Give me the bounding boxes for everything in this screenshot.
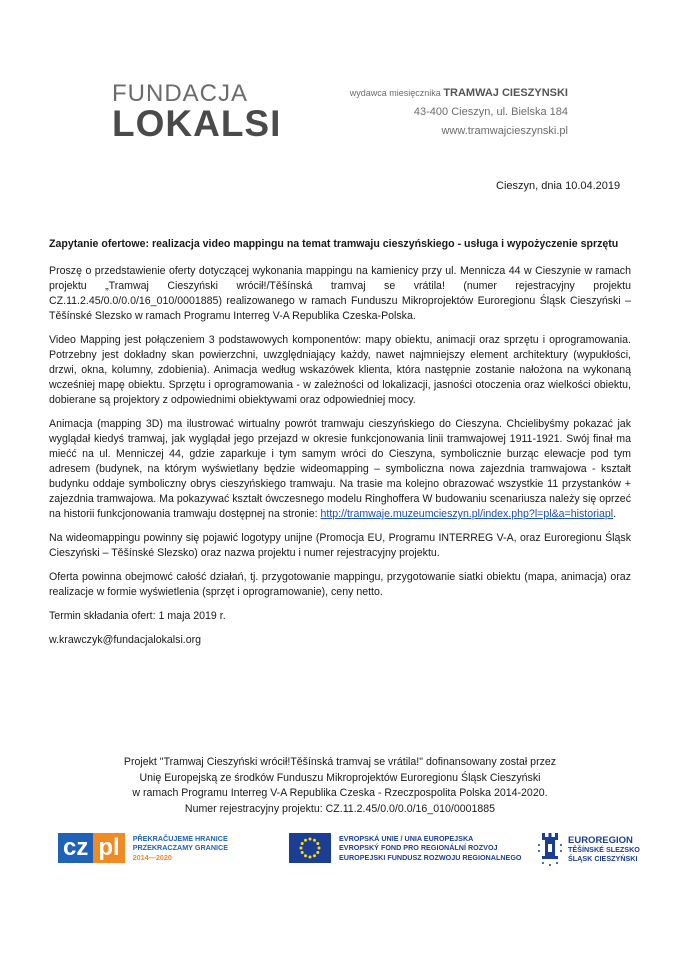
eu-caption (339, 834, 522, 863)
eu-caption-line-2: EVROPSKÝ FOND PRO REGIONÁLNÍ ROZVOJ (339, 843, 498, 853)
euroregion-caption-cz: TĚŠÍNSKÉ SLEZSKO (568, 845, 640, 854)
publisher-name: TRAMWAJ CIESZYNSKI (443, 87, 568, 99)
euroregion-caption (568, 835, 640, 863)
euroregion-tower-icon (536, 829, 564, 869)
logo-line-lokalsi: LOKALSI (112, 103, 282, 144)
paragraph-offer-scope: Oferta powinna obejmowć całość działań, tj. przygotowanie mappingu, przygotowanie siatki obiektu (mapa, animacja) oraz realizacje w formie wyświetlenia (sprzęt i oprogramowanie), ceny netto. (49, 571, 631, 598)
logo-line-fundacja: FUNDACJA (112, 80, 249, 107)
fundacja-lokalsi-logo (112, 82, 281, 142)
footer-logos (0, 825, 679, 885)
eu-stars-icon (289, 833, 331, 863)
paragraph-deadline: Termin składania ofert: 1 maja 2019 r. (49, 610, 226, 622)
paragraph-components: Video Mapping jest połączeniem 3 podstawowych komponentów: mapy obiektu, animacji oraz sprzętu i oprogramowania. Potrzebny jest dokładny skan powierzchni, uwzględniający każdy, nawet najmniejszy element architektury (wypukłości, drzwi, okna, kolumny, zdobienia). Animacja według wskazówek klienta, która następnie zostanie nałożona na wykonaną wcześniej mapę obiektu. Sprzętu i oprogramowania - w zależności od lokalizacji, jasności otoczenia oraz wielkości obiektu, dobierane są projektory z odpowiednimi obiektywami oraz odpowiedniej mocy. (49, 334, 631, 406)
publisher-website: www.tramwajcieszynski.pl (441, 125, 568, 137)
funding-note (60, 755, 620, 817)
czpl-mark (58, 833, 125, 863)
euroregion-caption-title: EUROREGION (568, 835, 633, 846)
funding-line-4: Numer rejestracyjny projektu: CZ.11.2.45/0.0/0.0/16_010/0001885 (184, 802, 496, 815)
eu-fund-logo (289, 833, 522, 863)
publisher-line (350, 84, 568, 103)
euroregion-caption-pl: ŚLĄSK CIESZYŃSKI (568, 853, 638, 863)
funding-line-1: Projekt "Tramwaj Cieszyński wrócił!Těšínská tramvaj se vrátila!" dofinansowany został przez (123, 756, 557, 768)
czpl-pl: pl (93, 833, 124, 863)
publisher-info (350, 84, 568, 141)
paragraph-logos: Na wideomappingu powinny się pojawić logotypy unijne (Promocja EU, Programu INTERREG V-A, oraz Euroregionu Śląsk Cieszyński – Těšínské Slezsko) oraz nazwa projektu i numer rejestracyjny projektu. (49, 532, 631, 559)
czpl-cz: cz (58, 833, 93, 863)
paragraph-animation-end: . (613, 508, 617, 520)
letter-date: Cieszyn, dnia 10.04.2019 (496, 180, 621, 192)
eu-caption-line-3: EUROPEJSKI FUNDUSZ ROZWOJU REGIONALNEGO (339, 852, 522, 862)
publisher-prefix: wydawca miesięcznika (349, 88, 444, 98)
czpl-caption-line-2: PRZEKRACZAMY GRANICE (132, 843, 228, 853)
paragraph-animation (49, 417, 631, 522)
czpl-caption-line-1: PŘEKRAČUJEME HRANICE (132, 833, 228, 843)
letter-body (49, 237, 631, 657)
euroregion-logo (536, 829, 640, 869)
funding-line-3: w ramach Programu Interreg V-A Republika Czeska - Rzeczpospolita Polska 2014-2020. (132, 787, 548, 799)
history-link[interactable]: http://tramwaje.muzeumcieszyn.pl/index.php?l=pl&a=historiapl (320, 508, 614, 520)
interreg-czpl-logo (58, 833, 228, 863)
paragraph-animation-text: Animacja (mapping 3D) ma ilustrować wirtualny powrót tramwaju cieszyńskiego do Cieszyna. Chcielibyśmy pokazać jak wyglądał kiedyś tramwaj, jak wyglądał jego przejazd w okresie funkcjonowania linii tramwajowej 1911-1921. Swój finał ma miećć na ul. Menniczej 44, gdzie zaparkuje i tym samym wróci do Cieszyna, symbolicznie burząc elewacje pod tym adresem (budynek, na którym wyświetlany będzie wideomapping – symboliczna nowa zajezdnia tramwajowa - kształt budynku oddaje symboliczny obrys cieszyńskiego tramwaju. Na trasie ma kolejno obrazować wszystkie 11 przystanków + zajezdnia tramwajowa. Ma pokazywać kształt ówczesnego modelu Ringhoffera W budowaniu scenariusza należy się oprzeć na historii funkcjonowania tramwaju dostępnej na stronie: (49, 418, 631, 520)
czpl-caption-years: 2014—2020 (132, 852, 172, 862)
publisher-address: 43-400 Cieszyn, ul. Bielska 184 (413, 106, 568, 118)
eu-caption-line-1: EVROPSKÁ UNIE / UNIA EUROPEJSKA (339, 833, 474, 843)
eu-flag-icon (289, 833, 331, 863)
contact-email: w.krawczyk@fundacjalokalsi.org (49, 634, 202, 646)
letter-subject: Zapytanie ofertowe: realizacja video mappingu na temat tramwaju cieszyńskiego - usługa i wypożyczenie sprzętu (49, 238, 619, 250)
funding-line-2: Unię Europejską ze środków Funduszu Mikroprojektów Euroregionu Śląsk Cieszyński (139, 771, 541, 784)
czpl-caption (133, 834, 228, 863)
paragraph-intro: Proszę o przedstawienie oferty dotyczącej wykonania mappingu na kamienicy przy ul. Mennicza 44 w Cieszynie w ramach projektu „Tramwaj Cieszyński wrócił!/Těšínská tramvaj se vrátila! (numer rejestracyjny projektu CZ.11.2.45/0.0/0.0/16_010/0001885) realizowanego w ramach Funduszu Mikroprojektów Euroregionu Śląsk Cieszyński – Těšínské Slezsko w ramach Programu Interreg V-A Republika Czeska-Polska. (49, 265, 631, 322)
